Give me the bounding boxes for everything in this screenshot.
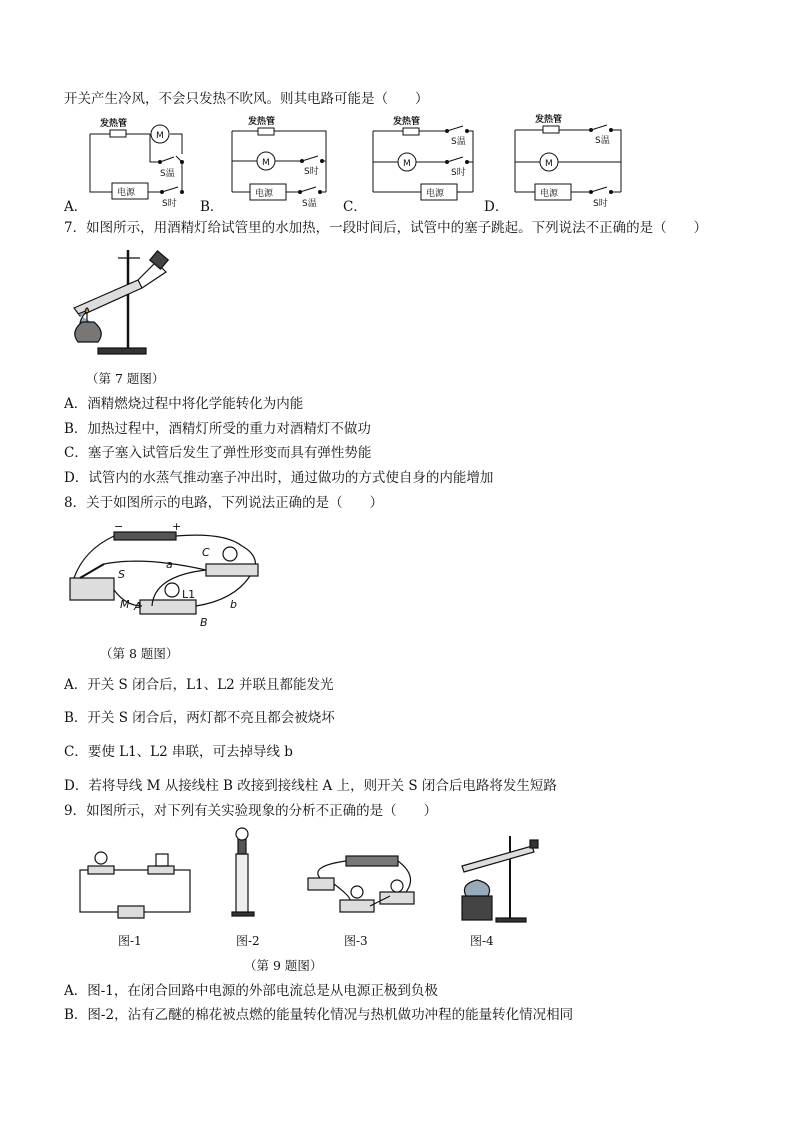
circuit-a xyxy=(90,117,184,209)
q7-caption: （第 7 题图） xyxy=(86,371,165,386)
svg-text:−: − xyxy=(114,520,124,533)
q7-figure xyxy=(68,240,180,358)
q8-option-a: A．开关 S 闭合后，L1、L2 并联且都能发光 xyxy=(64,677,334,693)
svg-text:M: M xyxy=(262,158,270,168)
option-c-letter: C． xyxy=(343,199,367,215)
svg-text:a: a xyxy=(166,558,173,571)
q9-figures xyxy=(70,826,560,926)
q9-caption: （第 9 题图） xyxy=(244,958,323,973)
svg-text:S温: S温 xyxy=(451,137,466,147)
q8-option-b: B．开关 S 闭合后，两灯都不亮且都会被烧坏 xyxy=(64,710,335,726)
fig-3-label: 图-3 xyxy=(344,934,368,948)
svg-text:S时: S时 xyxy=(451,168,466,178)
svg-text:S时: S时 xyxy=(304,167,319,177)
q9-option-a: A．图-1，在闭合回路中电源的外部电流总是从电源正极到负极 xyxy=(64,983,438,999)
svg-text:C: C xyxy=(202,546,210,559)
svg-text:S: S xyxy=(118,568,125,581)
svg-text:发热管: 发热管 xyxy=(393,117,421,127)
heater-label: 发热管 xyxy=(100,119,128,129)
q7-option-b: B．加热过程中，酒精灯所受的重力对酒精灯不做功 xyxy=(64,421,371,437)
circuit-b xyxy=(232,115,326,209)
svg-text:S温: S温 xyxy=(160,169,175,179)
svg-text:M: M xyxy=(120,598,130,611)
q7-option-d: D．试管内的水蒸气推动塞子冲出时，通过做功的方式使自身的内能增加 xyxy=(64,470,494,486)
circuit-d xyxy=(515,113,621,209)
svg-text:A: A xyxy=(134,600,142,613)
svg-text:S温: S温 xyxy=(595,136,610,146)
svg-text:S温: S温 xyxy=(302,199,317,209)
q8-stem: 8．关于如图所示的电路，下列说法正确的是（ ） xyxy=(64,495,384,511)
q9-option-b: B．图-2，沾有乙醚的棉花被点燃的能量转化情况与热机做功冲程的能量转化情况相同 xyxy=(64,1007,574,1023)
svg-text:发热管: 发热管 xyxy=(248,117,276,127)
q8-option-c: C．要使 L1、L2 串联，可去掉导线 b xyxy=(64,744,293,760)
fig-2-label: 图-2 xyxy=(236,934,260,948)
svg-text:+: + xyxy=(172,520,182,533)
q8-option-d: D．若将导线 M 从接线柱 B 改接到接线柱 A 上，则开关 S 闭合后电路将发生短路 xyxy=(64,778,557,794)
svg-text:发热管: 发热管 xyxy=(535,115,563,125)
svg-text:B: B xyxy=(200,616,208,629)
option-d-letter: D． xyxy=(484,199,509,215)
q8-figure xyxy=(64,520,264,632)
svg-text:M: M xyxy=(545,159,553,169)
q7-option-a: A．酒精燃烧过程中将化学能转化为内能 xyxy=(64,396,304,412)
q6-intro: 开关产生冷风，不会只发热不吹风。则其电路可能是（ ） xyxy=(64,91,429,107)
svg-text:电源: 电源 xyxy=(426,189,445,199)
q7-stem: 7．如图所示，用酒精灯给试管里的水加热，一段时间后，试管中的塞子跳起。下列说法不正确的是（ ） xyxy=(64,220,708,236)
option-a-letter: A． xyxy=(64,199,88,215)
svg-text:S时: S时 xyxy=(593,199,608,209)
svg-text:电源: 电源 xyxy=(117,188,136,198)
fig-1-label: 图-1 xyxy=(118,934,142,948)
option-b-letter: B． xyxy=(200,199,224,215)
svg-text:S时: S时 xyxy=(162,199,177,209)
svg-text:L1: L1 xyxy=(182,588,196,601)
svg-text:b: b xyxy=(230,598,237,611)
svg-text:电源: 电源 xyxy=(540,189,559,199)
q8-caption: （第 8 题图） xyxy=(100,646,179,661)
q7-option-c: C．塞子塞入试管后发生了弹性形变而具有弹性势能 xyxy=(64,445,372,461)
svg-text:M: M xyxy=(156,131,164,141)
q9-stem: 9．如图所示，对下列有关实验现象的分析不正确的是（ ） xyxy=(64,803,438,819)
svg-text:电源: 电源 xyxy=(255,189,274,199)
fig-4-label: 图-4 xyxy=(470,934,494,948)
svg-text:M: M xyxy=(403,159,411,169)
circuit-c xyxy=(373,115,473,200)
